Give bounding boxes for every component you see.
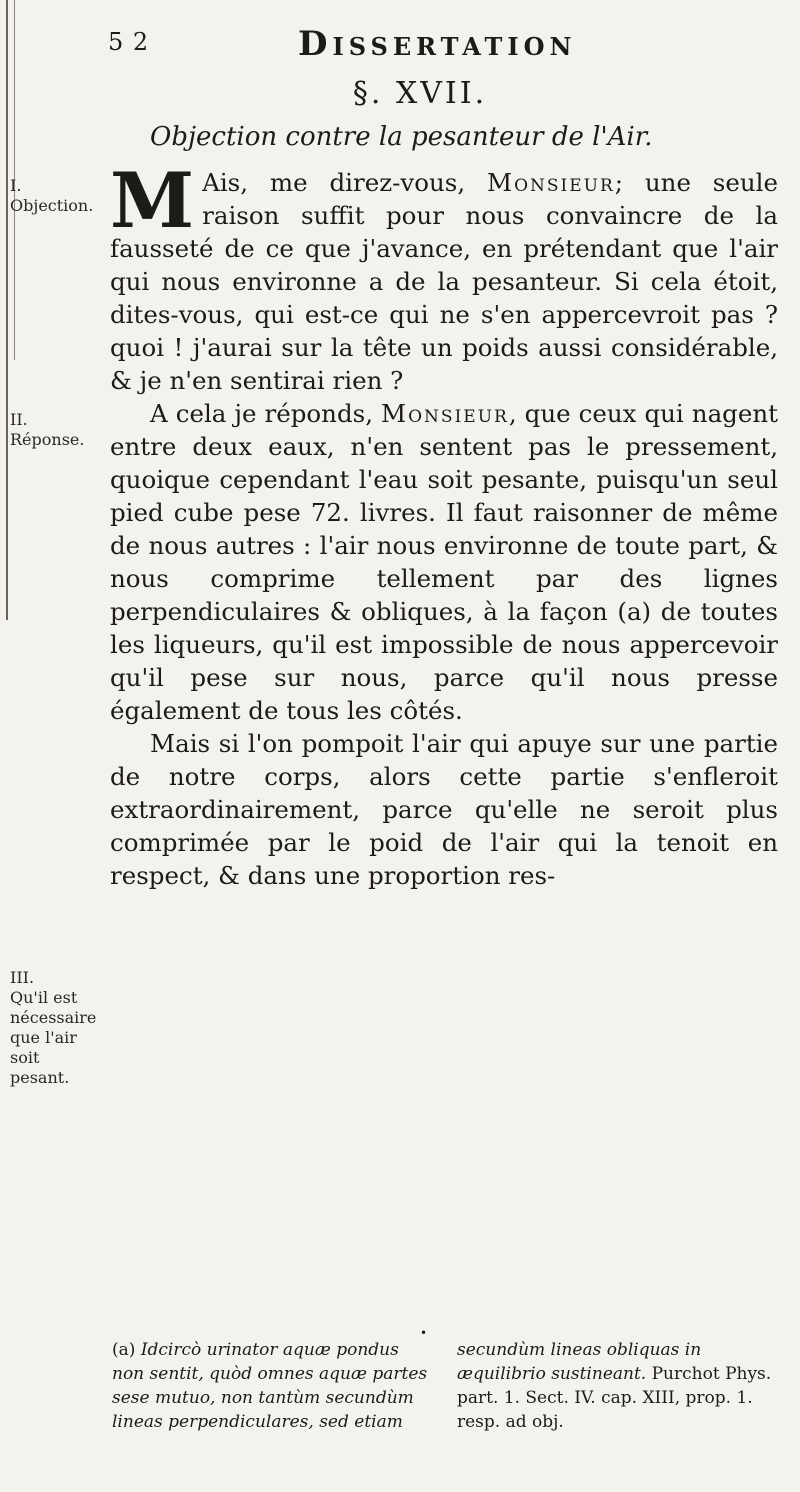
paragraph-3: [110, 727, 778, 892]
margin-note-2: [10, 410, 84, 450]
paragraph-text: Mais si l'on pompoit l'air qui apuye sur une partie de notre corps, alors cette partie s'enfleroit extraordinairement, parce qu'elle ne seroit plus comprimée par le poid de l'air qui la tenoit en respect, & dans une proportion res-: [110, 729, 778, 890]
margin-note-label: II.: [10, 410, 28, 429]
drop-cap: M: [110, 156, 195, 245]
section-title: Objection contre la pesanteur de l'Air.: [150, 122, 653, 152]
paragraph-text: , que ceux qui nagent entre deux eaux, n'en sentent pas le pressement, quoique cependant l'eau soit pesante, puisqu'un seul pied cube pese 72. livres. Il faut raisonner de même de nous autres : l'air nous environne de toute part, & nous comprime tellement par des lignes perpendiculaires & obliques, à la façon (a) de toutes les liqueurs, qu'il est impossible de nous appercevoir qu'il pese sur nous, parce qu'il nous presse également de tous les côtés.: [110, 399, 778, 725]
footnote-latin-text: Idcircò urinator aquæ pondus non sentit, quòd omnes aquæ partes sese mutuo, non tantùm secundùm lineas perpendiculares, sed etiam secundùm lineas obliquas in æquilibrio sustineant.: [112, 1340, 702, 1432]
paragraph-text: A cela je réponds,: [150, 399, 382, 428]
margin-note-text: Réponse.: [10, 430, 85, 449]
addressee: Monsieur: [381, 399, 509, 428]
paragraph-1: [110, 156, 778, 397]
footnote-marker: (a): [112, 1340, 136, 1360]
footnote-citation: Purchot Phys. part. 1. Sect. IV. cap. XIII, prop. 1. resp. ad obj.: [457, 1364, 772, 1432]
running-title: Dissertation: [298, 24, 577, 64]
running-head: [108, 24, 760, 68]
addressee: Monsieur: [486, 168, 615, 197]
section-number: §. XVII.: [352, 76, 488, 111]
page-number: 5 2: [108, 28, 150, 56]
paragraph-2: [110, 397, 778, 727]
margin-note-text: Qu'il est nécessaire que l'air soit pesant.: [10, 988, 97, 1087]
paragraph-text: Ais, me direz-vous,: [202, 168, 487, 197]
paragraph-text: ; une seule raison suffit pour nous convaincre de la fausseté de ce que j'avance, en prétendant que l'air qui nous environne a de la pesanteur. Si cela étoit, dites-vous, qui est-ce qui ne s'en appercevroit pas ? quoi ! j'aurai sur la tête un poids aussi considérable, & je n'en sentirai rien ?: [110, 168, 778, 395]
footnote: [112, 1338, 780, 1434]
body-text: [110, 156, 778, 892]
margin-note-1: [10, 176, 93, 216]
margin-note-label: III.: [10, 968, 35, 987]
margin-note-text: Objection.: [10, 196, 94, 215]
margin-note-3: [10, 968, 96, 1088]
margin-note-label: I.: [10, 176, 22, 195]
signature-mark: •: [420, 1326, 428, 1340]
